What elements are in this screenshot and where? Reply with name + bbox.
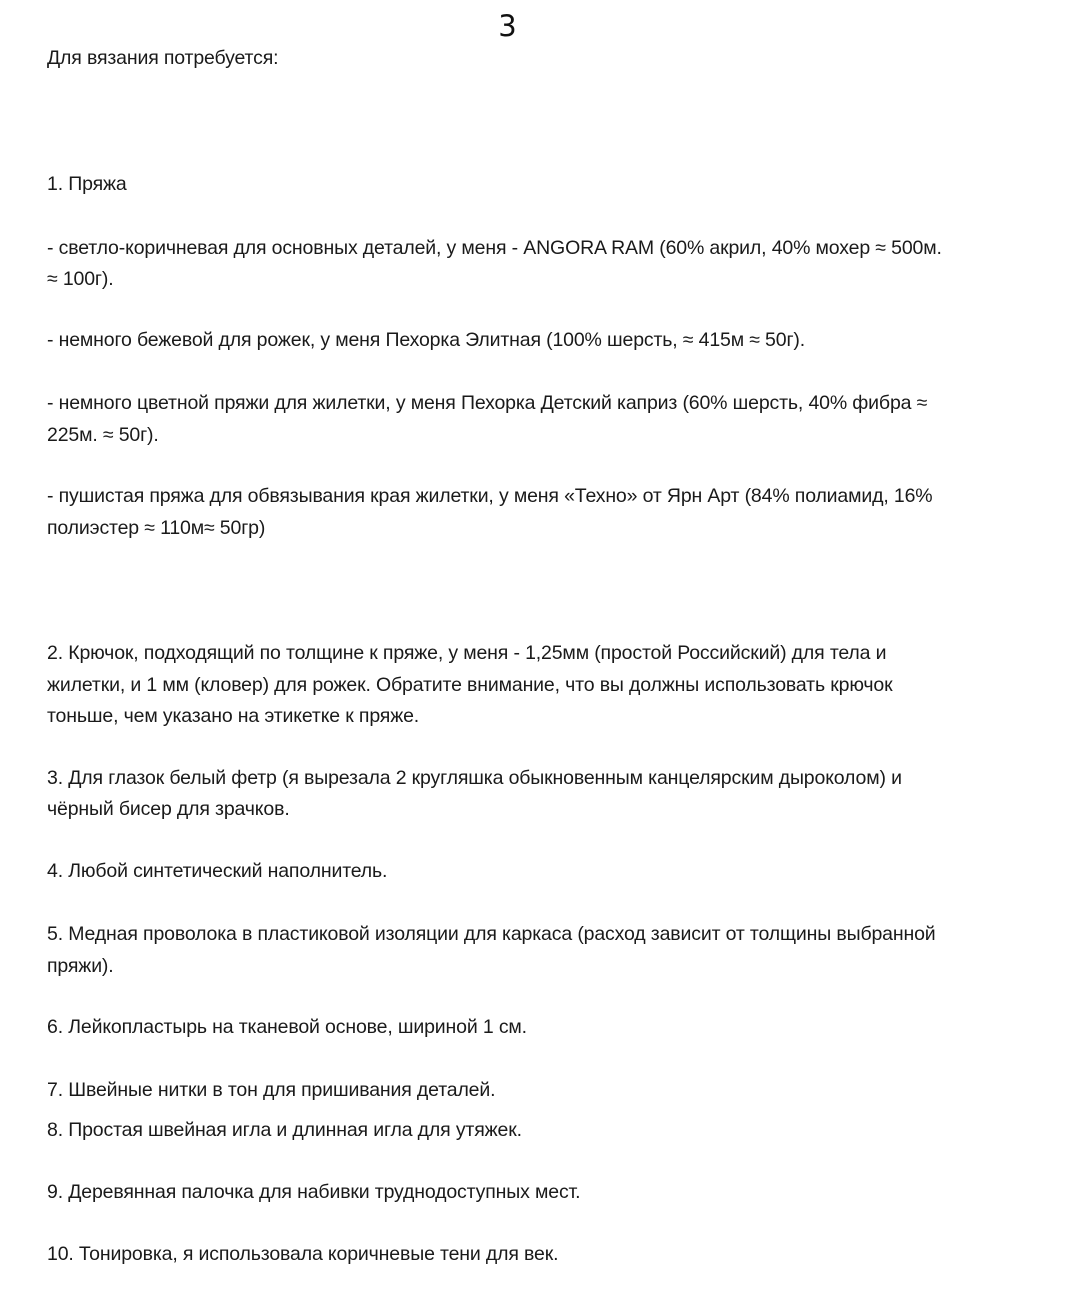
list-item-filler: 4. Любой синтетический наполнитель. xyxy=(47,860,388,882)
list-item-yarn-title: 1. Пряжа xyxy=(47,173,127,195)
list-item-hook-line-2: жилетки, и 1 мм (кловер) для рожек. Обратите внимание, что вы должны использовать крючок xyxy=(47,674,893,696)
list-item-hook-line-3: тоньше, чем указано на этикетке к пряже. xyxy=(47,705,420,727)
list-item-stick: 9. Деревянная палочка для набивки труднодоступных мест. xyxy=(47,1181,581,1203)
yarn-subitem-fluffy-line-1: - пушистая пряжа для обвязывания края жилетки, у меня «Техно» от Ярн Арт (84% полиамид, 16% xyxy=(47,485,933,507)
list-item-eyes-line-1: 3. Для глазок белый фетр (я вырезала 2 кругляшка обыкновенным канцелярским дыроколом) и xyxy=(47,767,902,789)
list-item-needle: 8. Простая швейная игла и длинная игла для утяжек. xyxy=(47,1119,522,1141)
page-number: 3 xyxy=(498,9,517,43)
list-item-thread: 7. Швейные нитки в тон для пришивания деталей. xyxy=(47,1079,496,1101)
list-item-eyes-line-2: чёрный бисер для зрачков. xyxy=(47,798,290,820)
yarn-subitem-fluffy-line-2: полиэстер ≈ 110м≈ 50гр) xyxy=(47,517,266,539)
list-item-plaster: 6. Лейкопластырь на тканевой основе, шириной 1 см. xyxy=(47,1016,527,1038)
list-item-wire-line-2: пряжи). xyxy=(47,955,114,977)
list-item-hook-line-1: 2. Крючок, подходящий по толщине к пряже, у меня - 1,25мм (простой Российский) для тела и xyxy=(47,642,887,664)
list-item-wire-line-1: 5. Медная проволока в пластиковой изоляции для каркаса (расход зависит от толщины выбранной xyxy=(47,923,936,945)
document-heading: Для вязания потребуется: xyxy=(47,47,279,69)
yarn-subitem-main-line-2: ≈ 100г). xyxy=(47,268,114,290)
yarn-subitem-main-line-1: - светло-коричневая для основных деталей, у меня - ANGORA RAM (60% акрил, 40% мохер ≈ 500м. xyxy=(47,237,942,259)
list-item-toning: 10. Тонировка, я использовала коричневые тени для век. xyxy=(47,1243,559,1265)
yarn-subitem-horns: - немного бежевой для рожек, у меня Пехорка Элитная (100% шерсть, ≈ 415м ≈ 50г). xyxy=(47,329,806,351)
yarn-subitem-vest-line-2: 225м. ≈ 50г). xyxy=(47,424,159,446)
yarn-subitem-vest-line-1: - немного цветной пряжи для жилетки, у меня Пехорка Детский каприз (60% шерсть, 40% фибра ≈ xyxy=(47,392,928,414)
